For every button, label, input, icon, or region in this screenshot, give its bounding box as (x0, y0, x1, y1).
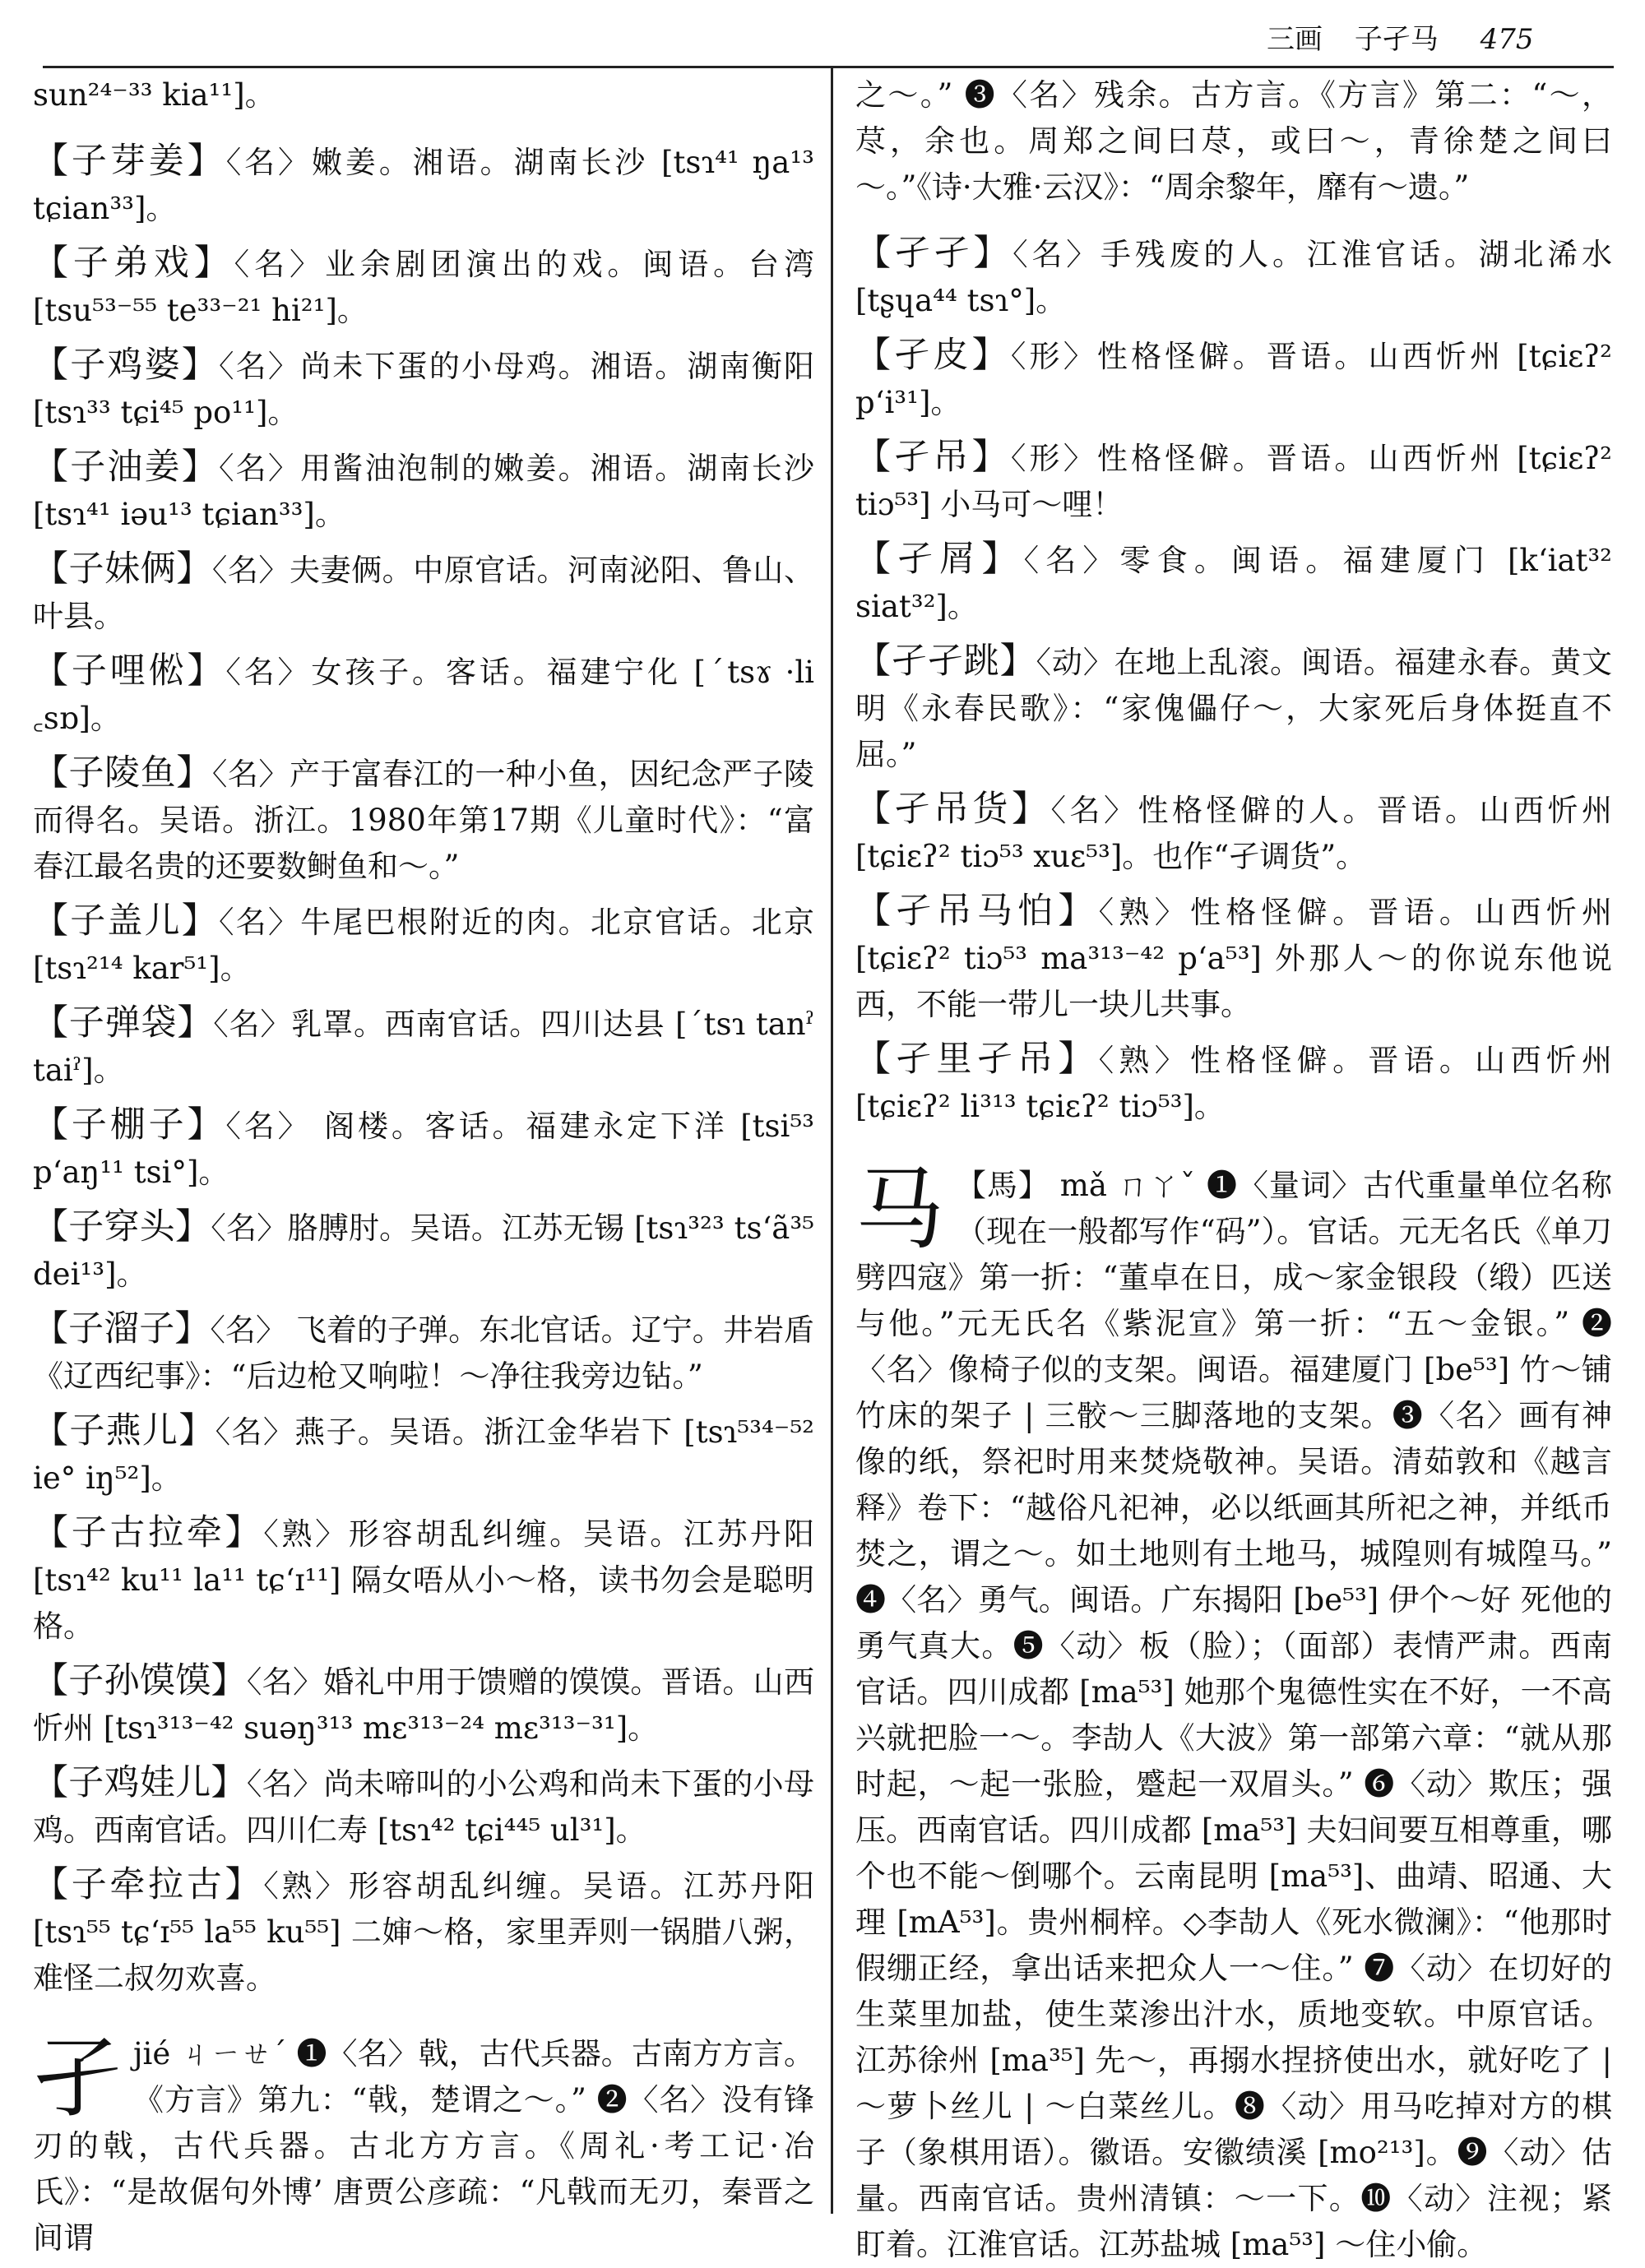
dictionary-entry (33, 1408, 814, 1502)
entry-headword: 【子古拉牵】 (33, 1512, 264, 1553)
entry-definition: 〈名〉胳膊肘。吴语。江苏无锡 [tsɿ³²³ ts‘ã³⁵ dei¹³]。 (33, 1210, 814, 1292)
continued-text: sun²⁴⁻³³ kia¹¹]。 (33, 77, 276, 113)
entry-definition: 〈名〉尚未下蛋的小母鸡。湘语。湖南衡阳 [tsɿ³³ tɕi⁴⁵ po¹¹]。 (33, 349, 815, 430)
head-character: 马 (855, 1159, 945, 1261)
entry-definition: 〈名〉乳罩。西南官话。四川达县 [ˊtsɿ tanˀ taiˀ]。 (33, 1007, 814, 1088)
dictionary-entry (33, 444, 814, 538)
left-column (33, 72, 815, 2256)
entry-headword: 【孑吊货】 (855, 789, 1051, 830)
dictionary-entry (33, 898, 814, 992)
entry-headword: 【子油姜】 (33, 447, 219, 488)
entry-definition: 〈名〉 飞着的子弹。东北官话。辽宁。井岩盾《辽西纪事》：“后边枪又响啦！～净往我旁边钻。” (33, 1312, 815, 1394)
entry-headword: 【孑吊】 (855, 437, 1011, 478)
dictionary-entry (33, 138, 814, 232)
right-column (855, 72, 1613, 2262)
entry-definition: 〈名〉性格怪僻的人。晋语。山西忻州 [tɕiɛʔ² tiɔ⁵³ xuɛ⁵³]。也作“孑调货”。 (855, 793, 1612, 874)
head-character: 孑 (33, 2027, 123, 2130)
entry-definition: 〈形〉性格怪僻。晋语。山西忻州 [tɕiɛʔ² p‘i³¹]。 (855, 339, 1612, 420)
header-rule (43, 66, 1614, 68)
entry-definition: 〈名〉产于富春江的一种小鱼，因纪念严子陵而得名。吴语。浙江。1980年第17期《儿童时代》：“富春江最名贵的还要数鲥鱼和～。” (33, 757, 814, 884)
entry-headword: 【孑屑】 (855, 539, 1024, 580)
dictionary-entry (33, 648, 814, 742)
entry-definition: 〈名〉手残废的人。江淮官话。湖北浠水 [tʂɥa⁴⁴ tsɿ°]。 (855, 237, 1613, 318)
dictionary-entry (33, 1306, 814, 1400)
entry-headword: 【孑里孑吊】 (855, 1039, 1099, 1080)
character-definition: 【馬】 mǎ ㄇㄚˇ ❶〈量词〉古代重量单位名称（现在一般都写作“码”）。官话。元无名氏《单刀劈四寇》第一折：“董卓在日，成～家金银段（缎）匹送与他。”元无氏名《紫泥宣》第一折：“五～金银。” ❷〈名〉像椅子似的支架。闽语。福建厦门 [be⁵³] 竹～铺竹床的架子 | 三骹～三脚落地的支架。❸〈名〉画有神像的纸，祭祀时用来焚烧敬神。吴语。清茹敦和《越言释》卷下：“越俗凡祀神，必以纸画其所祀之神，并纸币焚之，谓之～。如土地则有土地马，城隍则有城隍马。” ❹〈名〉勇气。闽语。广东揭阳 [be⁵³] 伊个～好 死他的勇气真大。❺〈动〉板（脸）；（面部）表情严肃。西南官话。四川成都 [ma⁵³] 她那个鬼德性实在不好，一不高兴就把脸一～。李劼人《大波》第一部第六章：“就从那时起，～起一张脸，蹙起一双眉头。” ❻〈动〉欺压；强压。西南官话。四川成都 [ma⁵³] 夫妇间要互相尊重，哪个也不能～倒哪个。云南昆明 [ma⁵³]、曲靖、昭通、大理 [mA⁵³]。贵州桐梓。◇李劼人《死水微澜》：“他那时假绷正经，拿出话来把众人一～住。” ❼〈动〉在切好的生菜里加盐，使生菜渗出汁水，质地变软。中原官话。江苏徐州 [ma³⁵] 先～，再搦水捏挤使出水，就好吃了 | ～萝卜丝儿 | ～白菜丝儿。❽〈动〉用马吃掉对方的棋子（象棋用语）。徽语。安徽绩溪 [mo²¹³]。❾〈动〉估量。西南官话。贵州清镇：～一下。❿〈动〉注视；紧盯着。江淮官话。江苏盐城 [ma⁵³] ～住小偷。 (855, 1168, 1612, 2262)
entry-headword: 【子溜子】 (33, 1308, 211, 1349)
header-section: 三画 (1267, 23, 1323, 56)
entry-headword: 【子穿头】 (33, 1206, 211, 1247)
entry-headword: 【子鸡娃儿】 (33, 1762, 247, 1803)
character-entry (33, 2027, 814, 2261)
dictionary-entry (33, 1000, 814, 1094)
entry-headword: 【孑吊马怕】 (855, 891, 1099, 932)
dictionary-entry (33, 1760, 814, 1854)
entry-headword: 【子芽姜】 (33, 141, 226, 182)
entry-definition: 〈熟〉性格怪僻。晋语。山西忻州 [tɕiɛʔ² li³¹³ tɕiɛʔ² tiɔ⁵³]。 (855, 1043, 1613, 1124)
entry-definition: 〈名〉业余剧团演出的戏。闽语。台湾 [tsu⁵³⁻⁵⁵ te³³⁻²¹ hi²¹]。 (33, 247, 815, 328)
entry-headword: 【子鸡婆】 (33, 345, 219, 386)
dictionary-entry (855, 332, 1612, 426)
dictionary-entry (33, 546, 814, 640)
dictionary-entry (33, 240, 814, 334)
dictionary-entry (855, 786, 1612, 880)
dictionary-entry (855, 434, 1612, 528)
entry-headword: 【子哩倯】 (33, 650, 226, 692)
character-entry (855, 1159, 1612, 2268)
continued-text: 之～。” ❸〈名〉残余。古方言。《方言》第二：“～，荩，余也。周郑之间曰荩，或曰～，青徐楚之间曰～。”《诗·大雅·云汉》：“周余黎年，靡有～遗。” (855, 77, 1612, 205)
entry-definition: 〈名〉婚礼中用于馈赠的馍馍。晋语。山西忻州 [tsɿ³¹³⁻⁴² suəŋ³¹³ mɛ³¹³⁻²⁴ mɛ³¹³⁻³¹]。 (33, 1664, 814, 1746)
entry-headword: 【子孙馍馍】 (33, 1660, 247, 1701)
dictionary-entry (855, 230, 1612, 324)
entry-definition: 〈熟〉形容胡乱纠缠。吴语。江苏丹阳 [tsɿ⁵⁵ tɕ‘ɪ⁵⁵ la⁵⁵ ku⁵⁵] 二婶～格，家里弄则一锅腊八粥，难怪二叔勿欢喜。 (33, 1868, 815, 1996)
dictionary-entry (33, 1510, 814, 1650)
column-divider (831, 67, 833, 2214)
entry-definition: 〈名〉用酱油泡制的嫩姜。湘语。湖南长沙 [tsɿ⁴¹ iəu¹³ tɕian³³]。 (33, 451, 815, 532)
entry-definition: 〈名〉女孩子。客话。福建宁化 [ˊtsɤ ·li ꜀sɒ]。 (33, 655, 815, 736)
entry-definition: 〈熟〉形容胡乱纠缠。吴语。江苏丹阳 [tsɿ⁴² ku¹¹ la¹¹ tɕ‘ɪ¹¹] 隔女唔从小～格，读书勿会是聪明格。 (33, 1516, 815, 1644)
dictionary-entry (855, 536, 1612, 630)
entry-definition: 〈形〉性格怪僻。晋语。山西忻州 [tɕiɛʔ² tiɔ⁵³] 小马可～哩！ (855, 441, 1612, 522)
entry-definition: 〈名〉夫妻俩。中原官话。河南泌阳、鲁山、叶县。 (33, 553, 814, 634)
page-number: 475 (1480, 23, 1534, 56)
entry-definition: 〈名〉燕子。吴语。浙江金华岩下 [tsɿ⁵³⁴⁻⁵² ie° iŋ⁵²]。 (33, 1414, 814, 1496)
dictionary-entry (33, 342, 814, 436)
entry-headword: 【子燕儿】 (33, 1410, 215, 1451)
entry-headword: 【子妹俩】 (33, 548, 212, 590)
entry-headword: 【子牵拉古】 (33, 1864, 264, 1905)
dictionary-entry (855, 888, 1612, 1028)
entry-headword: 【孑皮】 (855, 335, 1011, 376)
entry-definition: 〈名〉零食。闽语。福建厦门 [k‘iat³² siat³²]。 (855, 543, 1613, 624)
header-characters: 子孑马 (1354, 23, 1439, 56)
entry-definition: 〈熟〉性格怪僻。晋语。山西忻州 [tɕiɛʔ² tiɔ⁵³ ma³¹³⁻⁴² p‘a⁵³] 外那人～的你说东他说西，不能一带儿一块儿共事。 (855, 895, 1613, 1022)
entry-headword: 【子陵鱼】 (33, 752, 212, 794)
dictionary-entry (855, 638, 1612, 778)
entry-headword: 【子棚子】 (33, 1104, 226, 1146)
entry-headword: 【子弹袋】 (33, 1002, 214, 1044)
entry-headword: 【孑孑】 (855, 233, 1013, 274)
entry-headword: 【孑孑跳】 (855, 641, 1036, 682)
entry-definition: 〈动〉在地上乱滚。闽语。福建永春。黄文明《永春民歌》：“家傀儡仔～，大家死后身体挺直不屈。” (855, 645, 1613, 772)
dictionary-entry (855, 1036, 1612, 1130)
dictionary-entry (33, 1102, 814, 1196)
running-header (1267, 15, 1612, 64)
entry-definition: 〈名〉尚未啼叫的小公鸡和尚未下蛋的小母鸡。西南官话。四川仁寿 [tsɿ⁴² tɕi⁴⁴⁵ ul³¹]。 (33, 1766, 814, 1848)
entry-definition: 〈名〉 阁楼。客话。福建永定下洋 [tsi⁵³ p‘aŋ¹¹ tsi°]。 (33, 1109, 815, 1190)
dictionary-entry (33, 1204, 814, 1298)
character-definition: jié ㄐㄧㄝˊ ❶〈名〉戟，古代兵器。古南方方言。《方言》第九：“戟，楚谓之～。” ❷〈名〉没有锋刃的戟，古代兵器。古北方方言。《周礼·考工记·冶氏》：“是故倨句外博’ 唐贾公彦疏：“凡戟而无刃，秦晋之间谓 (33, 2036, 814, 2256)
dictionary-entry (33, 1862, 814, 2002)
entry-definition: 〈名〉嫩姜。湘语。湖南长沙 [tsɿ⁴¹ ŋa¹³ tɕian³³]。 (33, 145, 815, 226)
entry-headword: 【子弟戏】 (33, 243, 234, 284)
entry-headword: 【子盖儿】 (33, 900, 219, 942)
entry-definition: 〈名〉牛尾巴根附近的肉。北京官话。北京 [tsɿ²¹⁴ kar⁵¹]。 (33, 905, 815, 986)
dictionary-entry (33, 1658, 814, 1752)
dictionary-entry (33, 750, 814, 890)
